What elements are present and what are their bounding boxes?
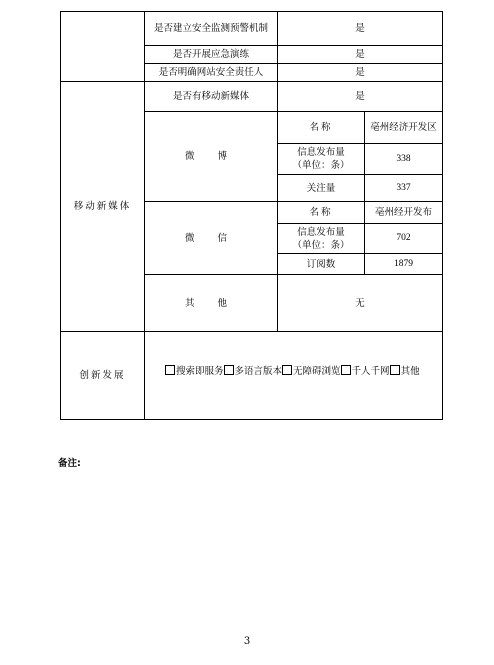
checkbox-accessibility[interactable] [282,365,292,375]
weibo-follow-label: 关注量 [278,175,365,202]
table-row [61,332,443,420]
wechat-subs-value: 1879 [365,254,443,275]
weibo-posts-label-line1: 信息发布量 [297,147,345,158]
weibo-name-value: 亳州经济开发区 [365,112,443,144]
checkbox-other[interactable] [390,365,400,375]
drill-value: 是 [278,46,443,64]
wechat-name-label: 名称 [278,202,365,224]
other-value: 无 [278,275,443,332]
option-search-service: 搜索即服务 [176,366,224,377]
blank-section-cell [61,12,145,82]
wechat-subs-label: 订阅数 [278,254,365,275]
wechat-label: 微 信 [145,202,278,275]
innovation-options-cell [145,332,443,420]
weibo-label: 微 博 [145,112,278,202]
report-table [60,11,443,420]
wechat-posts-label [278,224,365,254]
responsible-label: 是否明确网站安全责任人 [145,64,278,82]
warning-label: 是否建立安全监测预警机制 [145,12,278,46]
innovation-label: 创新发展 [61,332,145,420]
wechat-posts-label-line1: 信息发布量 [297,226,345,238]
drill-label: 是否开展应急演练 [145,46,278,64]
warning-value: 是 [278,12,443,46]
option-multilingual: 多语言版本 [234,366,283,377]
page-number: 3 [243,636,251,647]
weibo-posts-label-line2: （单位：条） [292,160,350,171]
responsible-value: 是 [278,64,443,82]
wechat-posts-value: 702 [365,224,443,254]
mobile-media-section-label: 移动新媒体 [61,82,145,332]
weibo-follow-value: 337 [365,175,443,202]
table-row [61,12,443,46]
table-row [61,82,443,112]
weibo-name-label: 名称 [278,112,365,144]
checkbox-personalized[interactable] [341,365,351,375]
weibo-posts-label [278,144,365,175]
has-mobile-label: 是否有移动新媒体 [145,82,278,112]
other-label: 其 他 [145,275,278,332]
option-other: 其他 [400,366,420,377]
innovation-options [165,366,420,377]
has-mobile-value: 是 [278,82,443,112]
weibo-posts-value: 338 [365,144,443,175]
option-accessibility: 无障碍浏览 [293,366,341,377]
remark-label: 备注: [58,458,81,469]
checkbox-multilingual[interactable] [224,365,234,375]
wechat-name-value: 亳州经开发布 [365,202,443,224]
option-personalized: 千人千网 [351,366,390,377]
wechat-posts-label-line2: （单位：条） [292,239,350,251]
checkbox-search-service[interactable] [165,365,175,375]
